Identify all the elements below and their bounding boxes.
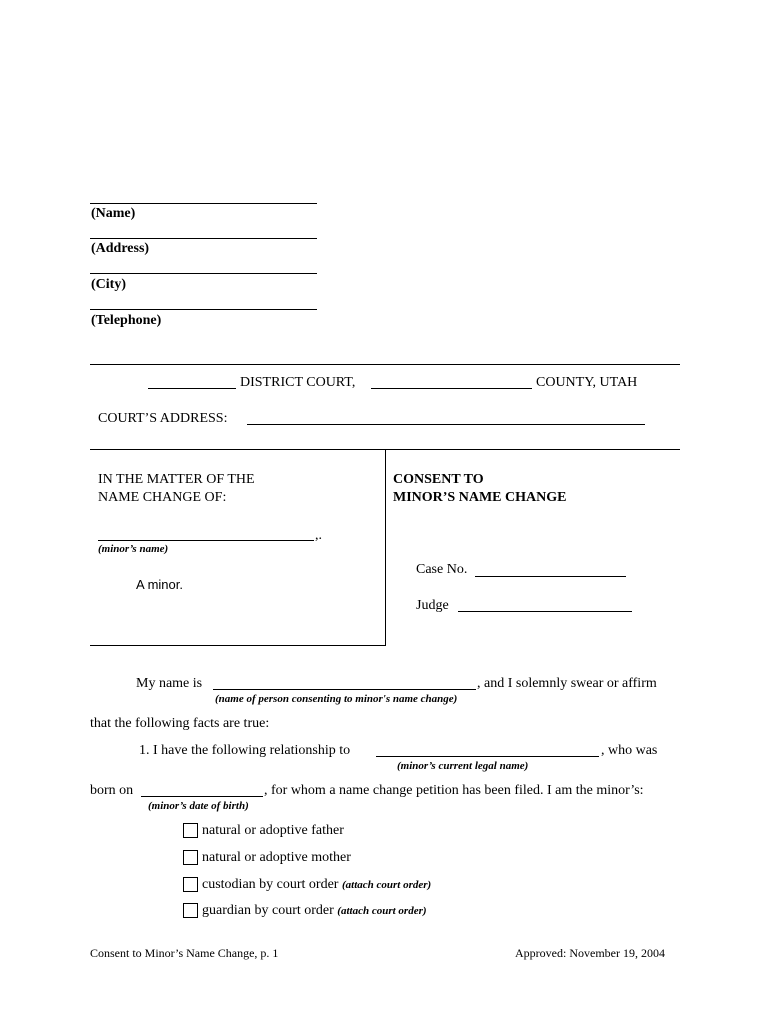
minor-name-suffix: ,.: [315, 528, 322, 543]
county-label: COUNTY, UTAH: [536, 375, 638, 390]
mother-label: natural or adoptive mother: [202, 850, 351, 865]
consenting-label: (name of person consenting to minor's name change): [215, 693, 458, 705]
dob-blank[interactable]: [141, 796, 263, 797]
address-line[interactable]: [90, 238, 317, 239]
item1-suffix: , who was: [601, 743, 658, 758]
judge-label: Judge: [416, 598, 449, 613]
father-checkbox[interactable]: [183, 823, 198, 838]
address-label: (Address): [91, 241, 150, 256]
current-name-blank[interactable]: [376, 756, 599, 757]
mother-option-label: [202, 850, 351, 866]
dob-label: (minor’s date of birth): [148, 800, 249, 812]
caption-divider: [385, 449, 386, 646]
city-line[interactable]: [90, 273, 317, 274]
mother-checkbox[interactable]: [183, 850, 198, 865]
title-line2: MINOR’S NAME CHANGE: [393, 490, 567, 505]
footer-left: Consent to Minor’s Name Change, p. 1: [90, 946, 279, 960]
guardian-label: guardian by court order: [202, 903, 334, 918]
item1-prefix: 1. I have the following relationship to: [139, 743, 351, 758]
a-minor-text: A minor.: [136, 577, 183, 592]
city-label: (City): [91, 277, 126, 292]
guardian-note: (attach court order): [337, 905, 427, 917]
my-name-is: My name is: [136, 676, 203, 691]
guardian-option-label: [202, 903, 427, 919]
custodian-label: custodian by court order: [202, 877, 339, 892]
born-on-text: born on: [90, 783, 134, 798]
matter-line1: IN THE MATTER OF THE: [98, 472, 255, 487]
name-line[interactable]: [90, 203, 317, 204]
court-address-blank[interactable]: [247, 424, 645, 425]
father-option-label: [202, 823, 344, 839]
custodian-note: (attach court order): [341, 879, 432, 891]
county-blank[interactable]: [371, 388, 532, 389]
district-court-label: DISTRICT COURT,: [240, 375, 356, 390]
judge-blank[interactable]: [458, 611, 632, 612]
title-line1: CONSENT TO: [393, 472, 484, 487]
case-no-label: Case No.: [416, 562, 468, 577]
case-no-blank[interactable]: [475, 576, 626, 577]
custodian-checkbox[interactable]: [183, 877, 198, 892]
court-address-label: COURT’S ADDRESS:: [98, 411, 228, 426]
minor-name-blank[interactable]: [98, 540, 314, 541]
footer-right: Approved: November 19, 2004: [515, 946, 665, 960]
court-top-rule: [90, 364, 680, 365]
current-name-label: (minor’s current legal name): [397, 760, 529, 772]
minor-name-label: (minor’s name): [98, 543, 169, 555]
telephone-line[interactable]: [90, 309, 317, 310]
matter-line2: NAME CHANGE OF:: [98, 490, 227, 505]
swear-affirm-text: , and I solemnly swear or affirm: [477, 676, 657, 691]
district-blank[interactable]: [148, 388, 236, 389]
consenting-name-blank[interactable]: [213, 689, 476, 690]
custodian-option-label: [202, 877, 431, 893]
caption-bottom-rule: [90, 645, 386, 646]
facts-true-text: that the following facts are true:: [90, 716, 270, 731]
telephone-label: (Telephone): [91, 313, 162, 328]
name-label: (Name): [91, 206, 136, 221]
born-suffix-text: , for whom a name change petition has been filed. I am the minor’s:: [264, 783, 644, 798]
father-label: natural or adoptive father: [202, 823, 344, 838]
guardian-checkbox[interactable]: [183, 903, 198, 918]
